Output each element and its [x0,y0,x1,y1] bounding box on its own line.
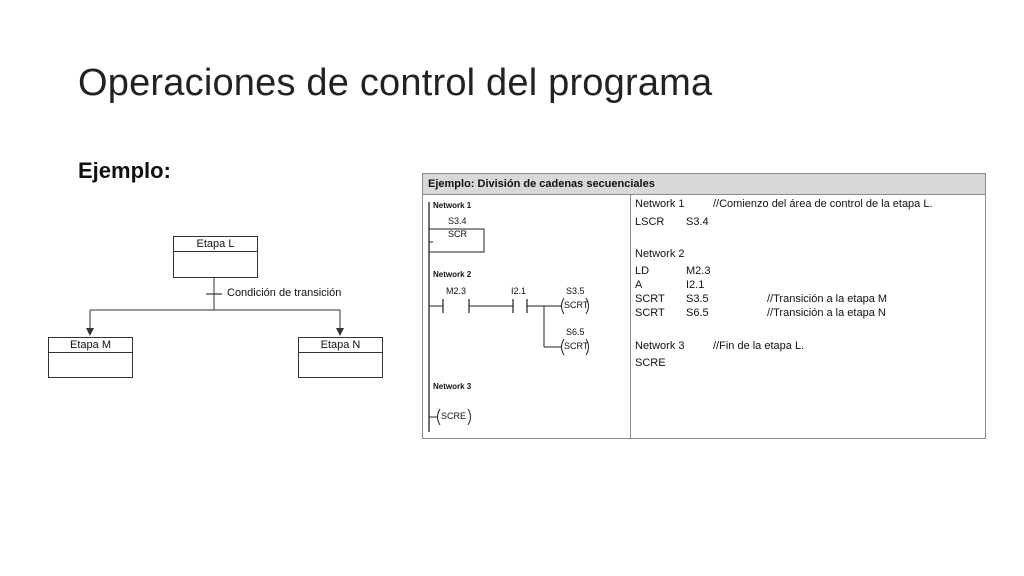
example-header: Ejemplo: División de cadenas secuenciales [423,174,985,195]
stl-row-op: LD [635,265,650,277]
stl-network-3-comment: //Fin de la etapa L. [713,340,805,352]
sfc-step-n-label: Etapa N [299,338,382,353]
ladder-network-2-label: Network 2 [433,270,472,279]
stl-n1-arg: S3.4 [686,216,709,228]
stl-row-arg: S3.5 [686,293,709,305]
slide-title: Operaciones de control del programa [78,62,713,104]
sfc-step-l-label: Etapa L [174,237,257,252]
stl-row-arg: I2.1 [686,279,705,291]
ladder-network-1-label: Network 1 [433,201,472,210]
stl-n3-op: SCRE [635,357,666,369]
ladder-n2-contact-1: M2.3 [446,286,467,296]
sfc-step-n [298,337,383,378]
stl-row-comment: //Transición a la etapa M [767,293,888,305]
ladder-n1-address: S3.4 [448,216,467,226]
example-column-divider [630,194,631,438]
stl-row-op: SCRT [635,293,665,305]
stl-network-3-title: Network 3 [635,340,685,352]
stl-row-comment: //Transición a la etapa N [767,307,886,319]
stl-network-1-comment: //Comienzo del área de control de la etapa L. [713,198,933,210]
ladder-n2-contact-2: I2.1 [511,286,527,296]
stl-n1-op: LSCR [635,216,665,228]
ladder-n3-coil: SCRE [441,411,467,421]
ladder-n2-coil-2-address: S6.5 [566,327,585,337]
stl-row-arg: S6.5 [686,307,709,319]
sfc-step-m-label: Etapa M [49,338,132,353]
ladder-n2-coil-2: SCRT [564,341,589,351]
ladder-network-3-label: Network 3 [433,382,472,391]
example-table [422,173,986,439]
sfc-step-l [173,236,258,278]
stl-row-op: A [635,279,643,291]
stl-row-arg: M2.3 [686,265,711,277]
sfc-step-m [48,337,133,378]
ladder-n2-coil-1-address: S3.5 [566,286,585,296]
stl-row-op: SCRT [635,307,665,319]
ladder-n2-coil-1: SCRT [564,300,589,310]
stl-network-1-title: Network 1 [635,198,685,210]
ladder-diagram [423,174,630,438]
stl-network-2-title: Network 2 [635,248,685,260]
sfc-transition-label: Condición de transición [227,287,342,299]
ladder-n1-scr-box: SCR [448,229,468,239]
slide-subtitle: Ejemplo: [78,158,171,183]
